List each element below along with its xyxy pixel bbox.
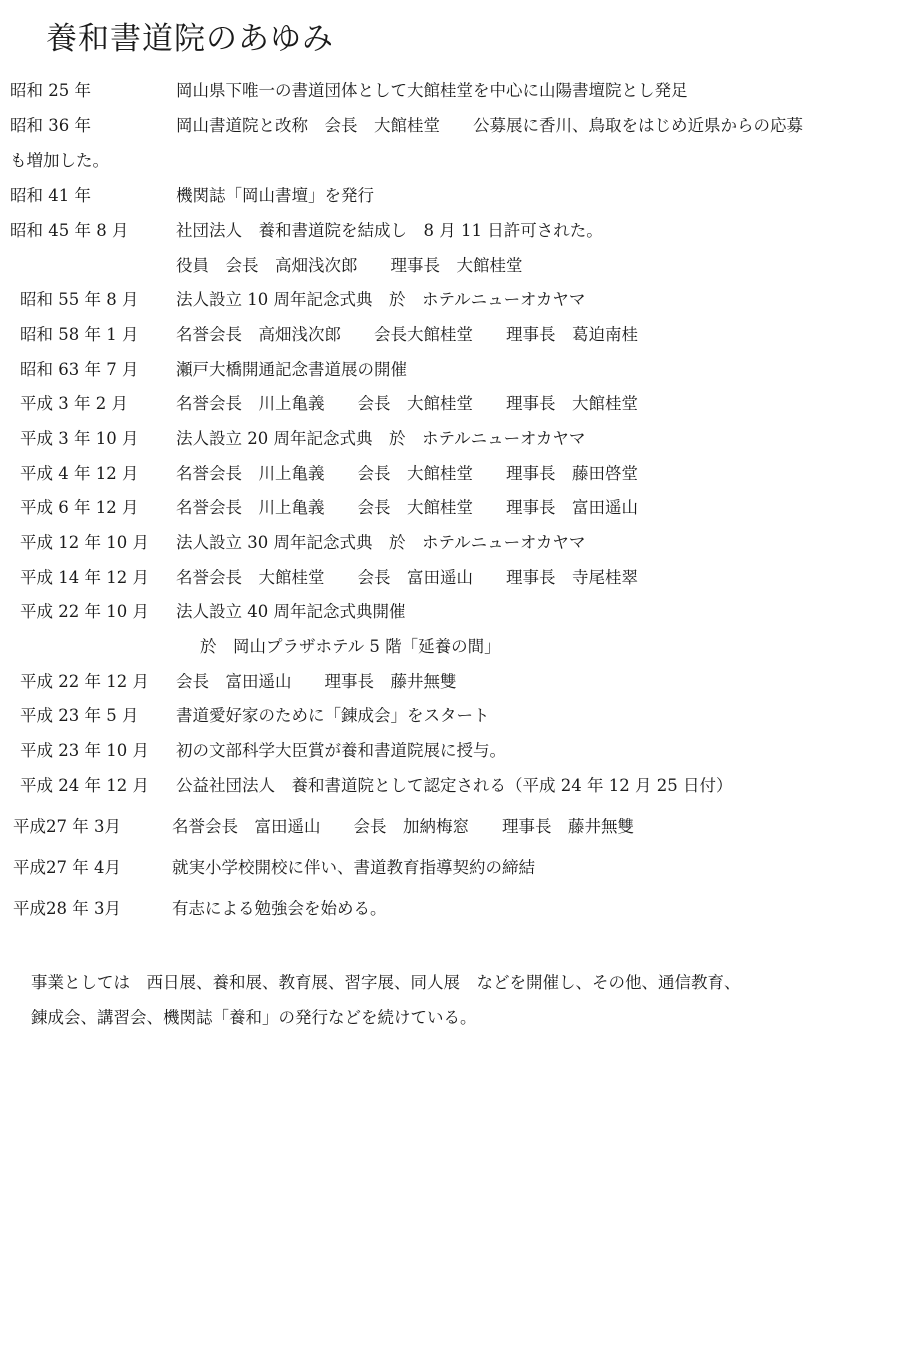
entry-text: 名誉会長 川上亀義 会長 大館桂堂 理事長 大館桂堂 <box>176 394 638 413</box>
entry-date: 平成 3 年 2 月 <box>20 394 128 413</box>
entry-date: 平成 23 年 5 月 <box>20 706 139 725</box>
entry-date: 昭和 45 年 8 月 <box>10 221 129 240</box>
timeline-entry <box>0 597 900 627</box>
entry-date: 昭和 25 年 <box>10 81 91 100</box>
timeline-entry <box>0 493 900 523</box>
closing-paragraph-line-2: 錬成会、講習会、機関誌「養和」の発行などを続けている。 <box>31 1008 477 1027</box>
entry-date: 昭和 55 年 8 月 <box>20 290 139 309</box>
entry-date: 昭和 41 年 <box>10 186 91 205</box>
entry-text: 於 岡山プラザホテル 5 階「延養の間」 <box>200 637 501 656</box>
timeline-entry <box>0 736 900 766</box>
entry-text: 名誉会長 高畑浅次郎 会長大館桂堂 理事長 葛迫南桂 <box>176 325 638 344</box>
timeline-entry <box>0 853 900 883</box>
entry-text: 法人設立 30 周年記念式典 於 ホテルニューオカヤマ <box>176 533 586 552</box>
timeline-entry <box>0 812 900 842</box>
entry-text: 名誉会長 川上亀義 会長 大館桂堂 理事長 富田遥山 <box>176 498 638 517</box>
timeline-entry <box>0 894 900 924</box>
entry-date: 平成 24 年 12 月 <box>20 776 149 795</box>
timeline-entry <box>0 424 900 454</box>
timeline-entry <box>0 389 900 419</box>
entry-date: 平成 22 年 12 月 <box>20 672 149 691</box>
entry-text: も増加した。 <box>10 151 109 170</box>
entry-text: 機関誌「岡山書壇」を発行 <box>176 186 374 205</box>
entry-date: 平成 12 年 10 月 <box>20 533 149 552</box>
entry-date: 平成27 年 4月 <box>13 858 121 877</box>
entry-text: 初の文部科学大臣賞が養和書道院展に授与。 <box>176 741 506 760</box>
timeline-entry <box>0 667 900 697</box>
timeline-entry <box>0 320 900 350</box>
entry-text: 瀬戸大橋開通記念書道展の開催 <box>176 360 407 379</box>
entry-date: 平成 22 年 10 月 <box>20 602 149 621</box>
entry-text: 社団法人 養和書道院を結成し 8 月 11 日許可された。 <box>176 221 603 240</box>
entry-text: 名誉会長 富田遥山 会長 加納梅窓 理事長 藤井無雙 <box>172 817 634 836</box>
entry-date: 昭和 58 年 1 月 <box>20 325 139 344</box>
entry-date: 平成 6 年 12 月 <box>20 498 139 517</box>
timeline-entry <box>0 146 900 176</box>
timeline-entry <box>0 111 900 141</box>
timeline-entry <box>0 216 900 246</box>
timeline-entry <box>0 285 900 315</box>
entry-text: 岡山書道院と改称 会長 大館桂堂 公募展に香川、鳥取をはじめ近県からの応募 <box>176 116 803 135</box>
timeline-entry <box>0 181 900 211</box>
entry-text: 法人設立 10 周年記念式典 於 ホテルニューオカヤマ <box>176 290 586 309</box>
entry-text: 役員 会長 高畑浅次郎 理事長 大館桂堂 <box>176 256 523 275</box>
timeline-entry <box>0 701 900 731</box>
timeline-entry <box>0 563 900 593</box>
entry-date: 平成27 年 3月 <box>13 817 121 836</box>
entry-text: 法人設立 20 周年記念式典 於 ホテルニューオカヤマ <box>176 429 586 448</box>
timeline-entry <box>0 459 900 489</box>
entry-text: 会長 富田遥山 理事長 藤井無雙 <box>176 672 457 691</box>
timeline-entry <box>0 251 900 281</box>
entry-date: 平成28 年 3月 <box>13 899 121 918</box>
entry-date: 昭和 63 年 7 月 <box>20 360 139 379</box>
entry-text: 名誉会長 大館桂堂 会長 富田遥山 理事長 寺尾桂翠 <box>176 568 638 587</box>
entry-text: 法人設立 40 周年記念式典開催 <box>176 602 406 621</box>
entry-date: 昭和 36 年 <box>10 116 91 135</box>
entry-text: 就実小学校開校に伴い、書道教育指導契約の締結 <box>172 858 535 877</box>
entry-text: 岡山県下唯一の書道団体として大館桂堂を中心に山陽書壇院とし発足 <box>176 81 688 100</box>
timeline-entry <box>0 76 900 106</box>
entry-date: 平成 14 年 12 月 <box>20 568 149 587</box>
entry-text: 名誉会長 川上亀義 会長 大館桂堂 理事長 藤田啓堂 <box>176 464 638 483</box>
timeline-entry <box>0 771 900 801</box>
entry-date: 平成 3 年 10 月 <box>20 429 139 448</box>
timeline-entry <box>0 528 900 558</box>
entry-text: 有志による勉強会を始める。 <box>172 899 387 918</box>
closing-paragraph-line-1: 事業としては 西日展、養和展、教育展、習字展、同人展 などを開催し、その他、通信教育、 <box>31 973 741 992</box>
entry-text: 書道愛好家のために「錬成会」をスタート <box>176 706 490 725</box>
entry-date: 平成 23 年 10 月 <box>20 741 149 760</box>
timeline-entry <box>0 355 900 385</box>
timeline-entry <box>0 632 900 662</box>
entry-date: 平成 4 年 12 月 <box>20 464 139 483</box>
entry-text: 公益社団法人 養和書道院として認定される（平成 24 年 12 月 25 日付） <box>176 776 733 795</box>
page-title: 養和書道院のあゆみ <box>46 21 334 57</box>
